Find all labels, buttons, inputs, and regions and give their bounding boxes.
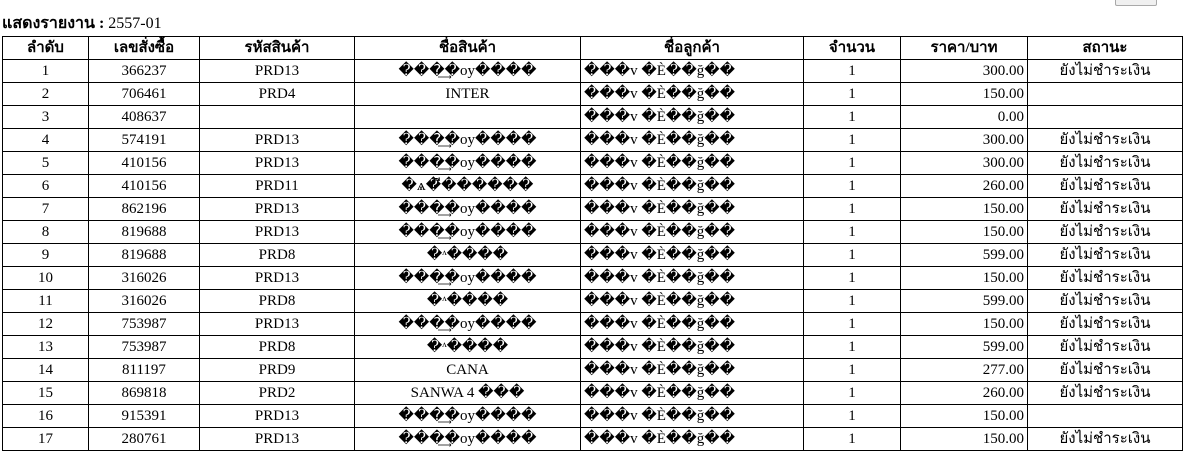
price-cell: 0.00 (901, 106, 1028, 129)
col-header-customer-name: ชื่อลูกค้า (581, 37, 804, 60)
seq-cell: 14 (3, 359, 89, 382)
customer-name-cell: ���v �Ѐ��ğ�� (581, 60, 804, 83)
product-name-cell: ���͢�oy���� (355, 60, 581, 83)
status-cell: ยังไม่ชำระเงิน (1028, 267, 1183, 290)
seq-cell: 8 (3, 221, 89, 244)
status-cell: ยังไม่ชำระเงิน (1028, 336, 1183, 359)
price-cell: 150.00 (901, 267, 1028, 290)
seq-cell: 16 (3, 405, 89, 428)
quantity-cell: 1 (804, 152, 901, 175)
customer-name-cell: ���v �Ѐ��ğ�� (581, 221, 804, 244)
product-code-cell: PRD8 (200, 336, 355, 359)
product-name-cell: SANWA 4 ��� (355, 382, 581, 405)
price-cell: 300.00 (901, 152, 1028, 175)
status-cell: ยังไม่ชำระเงิน (1028, 313, 1183, 336)
price-cell: 150.00 (901, 313, 1028, 336)
seq-cell: 5 (3, 152, 89, 175)
status-cell: ยังไม่ชำระเงิน (1028, 244, 1183, 267)
seq-cell: 12 (3, 313, 89, 336)
customer-name-cell: ���v �Ѐ��ğ�� (581, 152, 804, 175)
product-name-cell: �ᶺ���� (355, 336, 581, 359)
customer-name-cell: ���v �Ѐ��ğ�� (581, 175, 804, 198)
order-no-cell: 706461 (89, 83, 200, 106)
seq-cell: 7 (3, 198, 89, 221)
order-no-cell: 869818 (89, 382, 200, 405)
customer-name-cell: ���v �Ѐ��ğ�� (581, 290, 804, 313)
order-no-cell: 862196 (89, 198, 200, 221)
quantity-cell: 1 (804, 405, 901, 428)
order-no-cell: 819688 (89, 244, 200, 267)
product-code-cell: PRD4 (200, 83, 355, 106)
product-name-cell: ���͢�oy���� (355, 221, 581, 244)
seq-cell: 17 (3, 428, 89, 451)
seq-cell: 11 (3, 290, 89, 313)
col-header-quantity: จำนวน (804, 37, 901, 60)
price-cell: 150.00 (901, 198, 1028, 221)
product-code-cell: PRD11 (200, 175, 355, 198)
product-name-cell: �ᶺ���� (355, 290, 581, 313)
customer-name-cell: ���v �Ѐ��ğ�� (581, 129, 804, 152)
table-row (3, 405, 1183, 428)
quantity-cell: 1 (804, 290, 901, 313)
price-cell: 277.00 (901, 359, 1028, 382)
seq-cell: 9 (3, 244, 89, 267)
quantity-cell: 1 (804, 83, 901, 106)
table-row (3, 198, 1183, 221)
customer-name-cell: ���v �Ѐ��ğ�� (581, 382, 804, 405)
status-cell (1028, 106, 1183, 129)
product-code-cell: PRD8 (200, 244, 355, 267)
status-cell: ยังไม่ชำระเงิน (1028, 290, 1183, 313)
status-cell: ยังไม่ชำระเงิน (1028, 60, 1183, 83)
table-row (3, 83, 1183, 106)
customer-name-cell: ���v �Ѐ��ğ�� (581, 83, 804, 106)
price-cell: 300.00 (901, 129, 1028, 152)
product-code-cell: PRD13 (200, 129, 355, 152)
status-cell: ยังไม่ชำระเงิน (1028, 382, 1183, 405)
price-cell: 599.00 (901, 244, 1028, 267)
col-header-product-code: รหัสสินค้า (200, 37, 355, 60)
product-code-cell: PRD13 (200, 428, 355, 451)
customer-name-cell: ���v �Ѐ��ğ�� (581, 336, 804, 359)
col-header-status: สถานะ (1028, 37, 1183, 60)
order-no-cell: 316026 (89, 267, 200, 290)
customer-name-cell: ���v �Ѐ��ğ�� (581, 359, 804, 382)
order-no-cell: 915391 (89, 405, 200, 428)
seq-cell: 4 (3, 129, 89, 152)
quantity-cell: 1 (804, 198, 901, 221)
product-code-cell: PRD9 (200, 359, 355, 382)
product-code-cell: PRD13 (200, 313, 355, 336)
quantity-cell: 1 (804, 129, 901, 152)
status-cell (1028, 83, 1183, 106)
product-code-cell: PRD13 (200, 152, 355, 175)
report-title-label: แสดงรายงาน : (2, 15, 105, 32)
report-title-value: 2557-01 (108, 15, 162, 32)
quantity-cell: 1 (804, 60, 901, 83)
table-row (3, 313, 1183, 336)
order-no-cell: 280761 (89, 428, 200, 451)
quantity-cell: 1 (804, 428, 901, 451)
product-name-cell: ���͢�oy���� (355, 405, 581, 428)
table-row (3, 267, 1183, 290)
status-cell: ยังไม่ชำระเงิน (1028, 175, 1183, 198)
order-no-cell: 366237 (89, 60, 200, 83)
table-row (3, 382, 1183, 405)
price-cell: 150.00 (901, 428, 1028, 451)
table-row (3, 359, 1183, 382)
price-cell: 150.00 (901, 221, 1028, 244)
product-code-cell: PRD2 (200, 382, 355, 405)
customer-name-cell: ���v �Ѐ��ğ�� (581, 313, 804, 336)
price-cell: 150.00 (901, 83, 1028, 106)
quantity-cell: 1 (804, 244, 901, 267)
table-row (3, 244, 1183, 267)
header-row (3, 37, 1183, 60)
table-row (3, 290, 1183, 313)
table-row (3, 221, 1183, 244)
product-name-cell: ���͢�oy���� (355, 129, 581, 152)
product-name-cell (355, 106, 581, 129)
order-no-cell: 410156 (89, 152, 200, 175)
product-name-cell: ���͢�oy���� (355, 152, 581, 175)
seq-cell: 15 (3, 382, 89, 405)
seq-cell: 10 (3, 267, 89, 290)
table-row (3, 129, 1183, 152)
seq-cell: 3 (3, 106, 89, 129)
price-cell: 260.00 (901, 382, 1028, 405)
quantity-cell: 1 (804, 382, 901, 405)
price-cell: 599.00 (901, 290, 1028, 313)
seq-cell: 2 (3, 83, 89, 106)
customer-name-cell: ���v �Ѐ��ğ�� (581, 106, 804, 129)
table-row (3, 428, 1183, 451)
top-right-button[interactable] (1115, 0, 1157, 6)
status-cell: ยังไม่ชำระเงิน (1028, 221, 1183, 244)
product-name-cell: �ѧ�ี������ (355, 175, 581, 198)
status-cell: ยังไม่ชำระเงิน (1028, 152, 1183, 175)
table-row (3, 60, 1183, 83)
table-row (3, 175, 1183, 198)
product-code-cell: PRD13 (200, 198, 355, 221)
price-cell: 300.00 (901, 60, 1028, 83)
customer-name-cell: ���v �Ѐ��ğ�� (581, 405, 804, 428)
product-code-cell: PRD8 (200, 290, 355, 313)
quantity-cell: 1 (804, 359, 901, 382)
col-header-seq: ลำดับ (3, 37, 89, 60)
status-cell: ยังไม่ชำระเงิน (1028, 359, 1183, 382)
status-cell: ยังไม่ชำระเงิน (1028, 198, 1183, 221)
order-no-cell: 753987 (89, 313, 200, 336)
quantity-cell: 1 (804, 313, 901, 336)
product-code-cell: PRD13 (200, 60, 355, 83)
order-no-cell: 811197 (89, 359, 200, 382)
customer-name-cell: ���v �Ѐ��ğ�� (581, 428, 804, 451)
status-cell (1028, 405, 1183, 428)
product-code-cell (200, 106, 355, 129)
customer-name-cell: ���v �Ѐ��ğ�� (581, 267, 804, 290)
seq-cell: 1 (3, 60, 89, 83)
order-no-cell: 819688 (89, 221, 200, 244)
order-no-cell: 408637 (89, 106, 200, 129)
quantity-cell: 1 (804, 106, 901, 129)
price-cell: 599.00 (901, 336, 1028, 359)
order-no-cell: 410156 (89, 175, 200, 198)
col-header-price: ราคา/บาท (901, 37, 1028, 60)
product-name-cell: INTER (355, 83, 581, 106)
status-cell: ยังไม่ชำระเงิน (1028, 428, 1183, 451)
product-name-cell: CANA (355, 359, 581, 382)
product-name-cell: ���͢�oy���� (355, 267, 581, 290)
product-name-cell: ���͢�oy���� (355, 313, 581, 336)
order-no-cell: 753987 (89, 336, 200, 359)
order-no-cell: 316026 (89, 290, 200, 313)
table-row (3, 106, 1183, 129)
quantity-cell: 1 (804, 336, 901, 359)
price-cell: 150.00 (901, 405, 1028, 428)
quantity-cell: 1 (804, 267, 901, 290)
col-header-order-no: เลขสั่งซื้อ (89, 37, 200, 60)
product-code-cell: PRD13 (200, 221, 355, 244)
seq-cell: 6 (3, 175, 89, 198)
customer-name-cell: ���v �Ѐ��ğ�� (581, 198, 804, 221)
price-cell: 260.00 (901, 175, 1028, 198)
quantity-cell: 1 (804, 221, 901, 244)
product-name-cell: ���͢�oy���� (355, 198, 581, 221)
product-code-cell: PRD13 (200, 267, 355, 290)
product-name-cell: �ᶺ���� (355, 244, 581, 267)
status-cell: ยังไม่ชำระเงิน (1028, 129, 1183, 152)
col-header-product-name: ชื่อสินค้า (355, 37, 581, 60)
product-name-cell: ���͢�oy���� (355, 428, 581, 451)
report-table (2, 36, 1183, 451)
report-title (2, 14, 162, 34)
quantity-cell: 1 (804, 175, 901, 198)
table-row (3, 152, 1183, 175)
order-no-cell: 574191 (89, 129, 200, 152)
seq-cell: 13 (3, 336, 89, 359)
table-row (3, 336, 1183, 359)
product-code-cell: PRD13 (200, 405, 355, 428)
customer-name-cell: ���v �Ѐ��ğ�� (581, 244, 804, 267)
